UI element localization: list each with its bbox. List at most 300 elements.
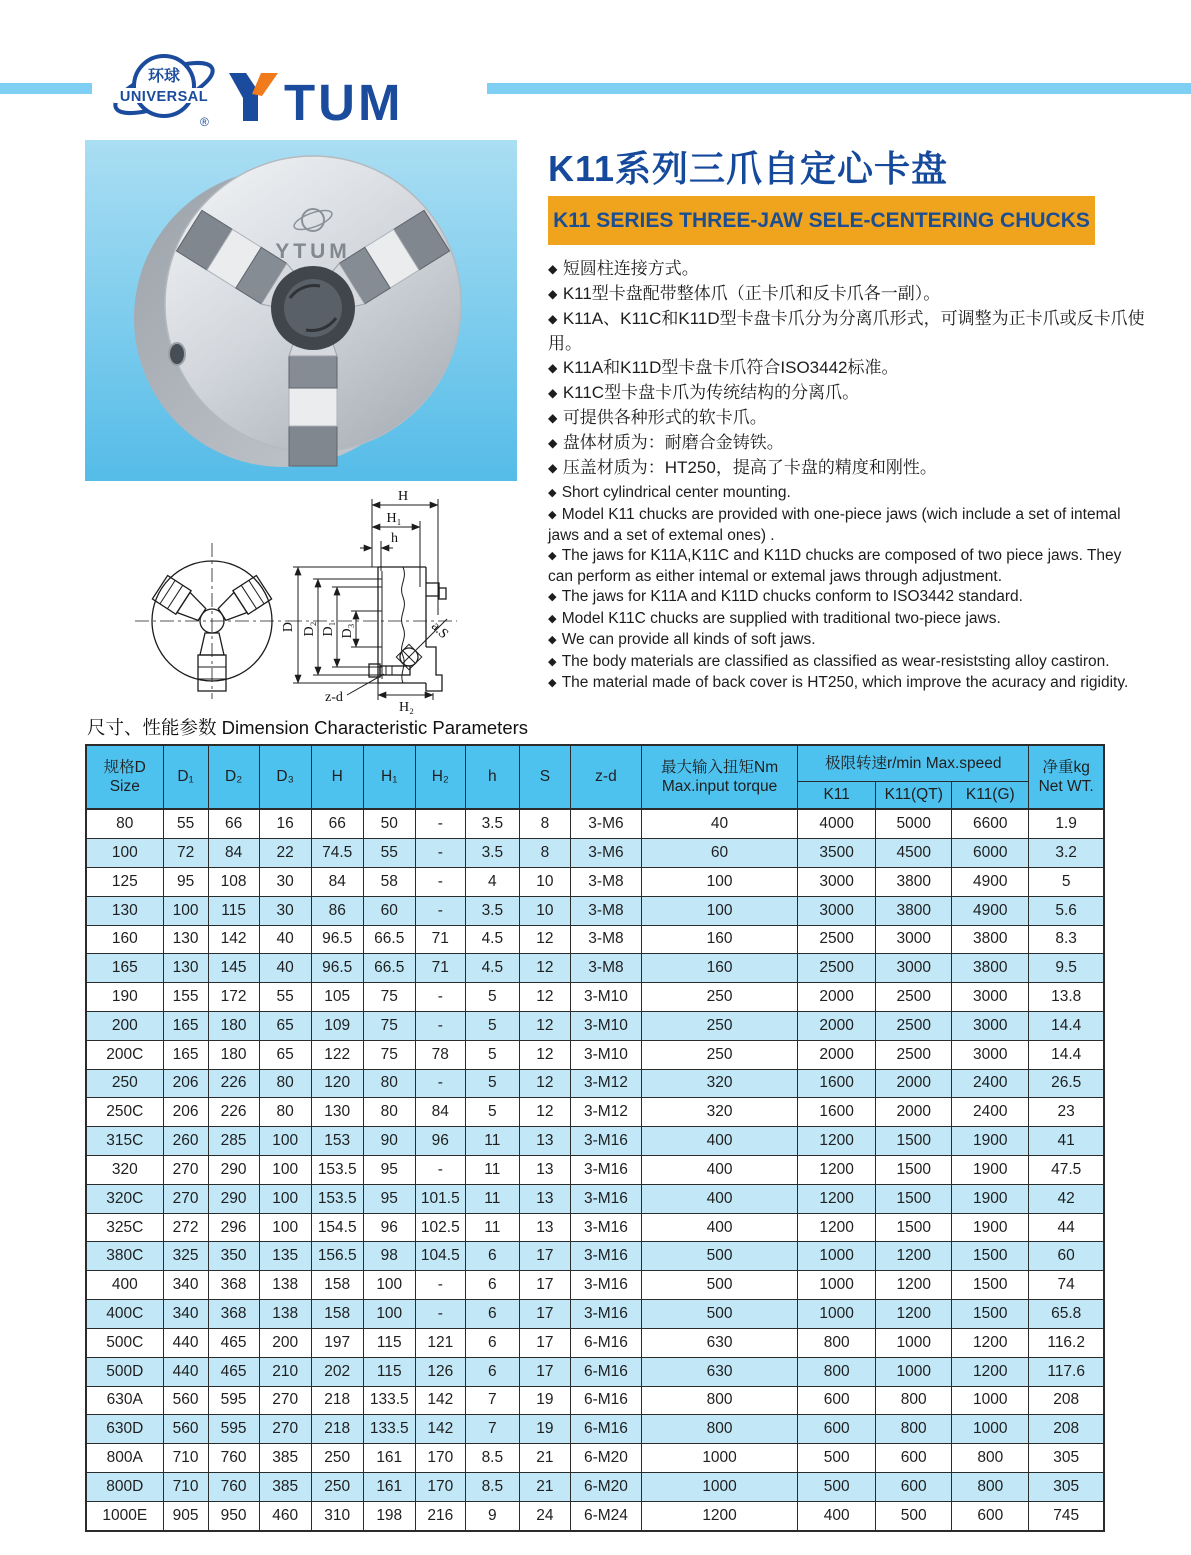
table-cell: 500D [86,1357,163,1386]
table-cell: 305 [1029,1472,1104,1501]
table-cell: 400 [641,1184,797,1213]
table-cell: 12 [519,1098,570,1127]
table-cell: 3.2 [1029,839,1104,868]
dim-zd: z-d [325,690,343,705]
feature-text: 短圆柱连接方式。 [562,259,699,278]
logo-en-text: UNIVERSAL [119,89,209,105]
feature-text: K11A、K11C和K11D型卡盘卡爪分为分离爪形式，可调整为正卡爪或反卡爪使用。 [548,309,1145,353]
table-cell: 135 [259,1242,311,1271]
table-cell: 218 [311,1386,363,1415]
table-cell: 3.5 [465,809,519,839]
col-header-d2: D₂ [208,745,259,809]
table-cell: 1200 [876,1271,952,1300]
col-header-S: S [519,745,570,809]
feature-item [548,307,1148,356]
table-cell: 47.5 [1029,1156,1104,1185]
table-cell: 1200 [952,1357,1029,1386]
table-cell: - [415,809,465,839]
table-row [86,1184,1104,1213]
table-cell: 100 [163,896,208,925]
table-cell: 745 [1029,1501,1104,1531]
table-cell: 1500 [876,1156,952,1185]
table-cell: 290 [208,1156,259,1185]
table-cell: 315C [86,1127,163,1156]
table-cell: 86 [311,896,363,925]
table-cell: 4 [465,867,519,896]
table-cell: 325 [163,1242,208,1271]
table-cell: 1500 [952,1271,1029,1300]
table-cell: 161 [363,1472,415,1501]
table-cell: 1000 [952,1415,1029,1444]
table-cell: 80 [259,1069,311,1098]
table-cell: 156.5 [311,1242,363,1271]
table-cell: 216 [415,1501,465,1531]
table-cell: 197 [311,1328,363,1357]
table-row [86,1415,1104,1444]
feature-item [548,505,1138,546]
table-cell: 58 [363,867,415,896]
table-cell: 3-M16 [570,1242,641,1271]
col-header-d1: D₁ [163,745,208,809]
table-cell: 2500 [876,1011,952,1040]
bullet-icon: ◆ [548,634,560,647]
table-cell: 84 [415,1098,465,1127]
table-cell: 6-M16 [570,1328,641,1357]
table-cell: 138 [259,1300,311,1329]
table-cell: 130 [163,954,208,983]
table-cell: 100 [641,896,797,925]
table-cell: 142 [415,1415,465,1444]
table-cell: 153.5 [311,1184,363,1213]
bullet-icon: ◆ [548,487,560,499]
table-cell: 19 [519,1386,570,1415]
table-cell: 66 [208,809,259,839]
bullet-icon: ◆ [548,590,560,603]
table-cell: 12 [519,1069,570,1098]
table-cell: 250 [641,1040,797,1069]
table-row [86,1472,1104,1501]
table-cell: 75 [363,983,415,1012]
table-cell: 320C [86,1184,163,1213]
feature-text: Model K11 chucks are provided with one-piece jaws (wich include a set of intemal jaws and a set of extemal ones) . [548,505,1121,545]
table-cell: 3000 [798,896,876,925]
col-header-h: h [465,745,519,809]
table-cell: 84 [208,839,259,868]
table-cell: 120 [311,1069,363,1098]
table-cell: 133.5 [363,1415,415,1444]
table-cell: 101.5 [415,1184,465,1213]
table-cell: 14.4 [1029,1011,1104,1040]
table-cell: 80 [363,1098,415,1127]
col-header-net-en: Net WT. [1038,778,1094,795]
table-cell: 2500 [876,1040,952,1069]
table-cell: 250 [311,1472,363,1501]
table-cell: 172 [208,983,259,1012]
col-header-net-cn: 净重kg [1042,758,1090,776]
table-row [86,809,1104,839]
table-cell: 2500 [798,954,876,983]
table-cell: 465 [208,1328,259,1357]
table-cell: 1200 [798,1184,876,1213]
table-cell: 202 [311,1357,363,1386]
feature-text: Model K11C chucks are supplied with traditional two-piece jaws. [561,609,1001,627]
feature-text: The jaws for K11A,K11C and K11D chucks are composed of two piece jaws. They can perform as either intemal or extemal jaws through adjustment. [548,546,1122,586]
table-cell: 3-M16 [570,1213,641,1242]
table-cell: 60 [641,839,797,868]
table-row [86,1098,1104,1127]
table-cell: 40 [641,809,797,839]
table-cell: 41 [1029,1127,1104,1156]
table-cell: 30 [259,867,311,896]
table-cell: 6-M16 [570,1386,641,1415]
table-cell: 71 [415,925,465,954]
feature-text: 盘体材质为：耐磨合金铸铁。 [562,433,784,452]
table-cell: 800 [641,1415,797,1444]
table-cell: 600 [876,1472,952,1501]
table-cell: 5 [465,1098,519,1127]
table-cell: 9.5 [1029,954,1104,983]
registered-mark: ® [200,115,209,129]
table-cell: 160 [641,925,797,954]
table-cell: 130 [86,896,163,925]
table-cell: 1900 [952,1156,1029,1185]
table-cell: 96 [415,1127,465,1156]
table-cell: 1000 [798,1242,876,1271]
bullet-icon: ◆ [548,411,561,425]
table-cell: 6000 [952,839,1029,868]
table-cell: 66.5 [363,954,415,983]
table-cell: 1000 [641,1444,797,1473]
table-cell: 6 [465,1328,519,1357]
table-cell: 305 [1029,1444,1104,1473]
table-cell: 104.5 [415,1242,465,1271]
table-cell: 560 [163,1415,208,1444]
table-cell: 3-M16 [570,1271,641,1300]
table-cell: 340 [163,1271,208,1300]
table-cell: 3-M10 [570,983,641,1012]
table-cell: 115 [208,896,259,925]
table-cell: 1500 [952,1242,1029,1271]
feature-item [548,381,1148,406]
table-cell: 154.5 [311,1213,363,1242]
table-cell: 3-M6 [570,839,641,868]
dim-D: D [281,621,296,633]
feature-list-cn [548,257,1148,481]
table-cell: 3-M10 [570,1011,641,1040]
table-cell: 142 [415,1386,465,1415]
feature-item [548,587,1138,609]
table-cell: 3500 [798,839,876,868]
table-cell: 5 [465,1040,519,1069]
table-cell: 2500 [876,983,952,1012]
table-cell: 250 [86,1069,163,1098]
bullet-icon: ◆ [548,655,560,668]
table-cell: 5.6 [1029,896,1104,925]
table-cell: 3-M6 [570,809,641,839]
bullet-icon: ◆ [548,287,561,301]
table-cell: 226 [208,1098,259,1127]
table-cell: 50 [363,809,415,839]
table-cell: - [415,1300,465,1329]
feature-item [548,282,1148,307]
wordmark-tum: TUM [284,74,404,122]
table-cell: 200C [86,1040,163,1069]
table-cell: 310 [311,1501,363,1531]
feature-item [548,406,1148,431]
col-header-torque-en: Max.input torque [661,778,778,795]
table-cell: 198 [363,1501,415,1531]
feature-text: The body materials are classified as classified as wear-resiststing alloy castiron. [561,652,1110,670]
table-cell: 84 [311,867,363,896]
table-cell: 2000 [798,1011,876,1040]
table-cell: 75 [363,1011,415,1040]
table-cell: 22 [259,839,311,868]
table-cell: 108 [208,867,259,896]
table-cell: 138 [259,1271,311,1300]
table-cell: 11 [465,1156,519,1185]
table-row [86,1156,1104,1185]
table-cell: 8 [519,809,570,839]
table-cell: 270 [163,1156,208,1185]
table-cell: 1200 [641,1501,797,1531]
table-cell: 10 [519,896,570,925]
table-cell: 66.5 [363,925,415,954]
feature-text: K11A和K11D型卡盘卡爪符合ISO3442标准。 [562,358,899,377]
col-header-d3: D₃ [259,745,311,809]
table-cell: 760 [208,1472,259,1501]
table-row [86,1011,1104,1040]
table-cell: 800 [952,1444,1029,1473]
table-cell: 3-M10 [570,1040,641,1069]
table-cell: 4900 [952,867,1029,896]
dimension-drawing [85,487,517,715]
table-cell: - [415,1271,465,1300]
table-cell: 5 [1029,867,1104,896]
table-cell: 180 [208,1011,259,1040]
table-cell: 4900 [952,896,1029,925]
table-cell: 95 [363,1184,415,1213]
table-cell: 4.5 [465,954,519,983]
col-header-net [1029,745,1104,809]
col-header-speed-group: 极限转速r/min Max.speed [798,745,1029,781]
table-cell: 1900 [952,1127,1029,1156]
table-cell: 3.5 [465,839,519,868]
table-cell: 16 [259,809,311,839]
table-cell: 5 [465,1011,519,1040]
table-row [86,1271,1104,1300]
table-cell: 158 [311,1271,363,1300]
table-cell: 1200 [798,1213,876,1242]
table-cell: 400 [641,1156,797,1185]
table-cell: 4.5 [465,925,519,954]
feature-text: K11C型卡盘卡爪为传统结构的分离爪。 [562,383,860,402]
col-header-k11g: K11(G) [952,781,1029,809]
table-cell: 250 [641,1011,797,1040]
table-cell: 19 [519,1415,570,1444]
table-cell: 3-M12 [570,1069,641,1098]
table-cell: - [415,1156,465,1185]
col-header-k11qt: K11(QT) [876,781,952,809]
table-cell: 11 [465,1184,519,1213]
table-cell: 2000 [798,983,876,1012]
table-cell: 10 [519,867,570,896]
dim-H1: H₁ [386,511,402,526]
table-cell: 161 [363,1444,415,1473]
table-cell: 1900 [952,1213,1029,1242]
feature-text: The jaws for K11A and K11D chucks conform to ISO3442 standard. [561,587,1023,605]
table-cell: 1000 [876,1328,952,1357]
feature-text: We can provide all kinds of soft jaws. [561,631,816,649]
table-cell: 55 [363,839,415,868]
bullet-icon: ◆ [548,612,560,625]
table-cell: 5 [465,983,519,1012]
table-row [86,1328,1104,1357]
table-cell: 7 [465,1386,519,1415]
engraved-brand-text: YTUM [275,240,351,263]
table-cell: 3.5 [465,896,519,925]
table-row [86,1300,1104,1329]
table-cell: 74.5 [311,839,363,868]
table-cell: 2500 [798,925,876,954]
feature-list-en [548,483,1138,695]
header-stripe-right [487,83,1191,94]
table-cell: 3000 [952,1011,1029,1040]
wordmark-y-blue [229,73,258,121]
table-cell: 130 [163,925,208,954]
table-cell: 170 [415,1444,465,1473]
table-cell: 96 [363,1213,415,1242]
bullet-icon: ◆ [548,677,560,690]
table-row [86,867,1104,896]
table-cell: - [415,1011,465,1040]
table-cell: 180 [208,1040,259,1069]
table-cell: 340 [163,1300,208,1329]
table-cell: 11 [465,1127,519,1156]
table-cell: 3000 [952,1040,1029,1069]
table-cell: 122 [311,1040,363,1069]
table-caption: 尺寸、性能参数 Dimension Characteristic Parameters [87,717,529,738]
table-row [86,1357,1104,1386]
table-row [86,983,1104,1012]
table-cell: 3800 [876,896,952,925]
table-cell: 208 [1029,1386,1104,1415]
table-cell: 12 [519,925,570,954]
table-cell: 11 [465,1213,519,1242]
table-cell: 800D [86,1472,163,1501]
table-cell: 380C [86,1242,163,1271]
col-header-size-cn: 规格D [103,758,146,776]
table-cell: 14.4 [1029,1040,1104,1069]
table-cell: 3000 [798,867,876,896]
table-cell: 5 [465,1069,519,1098]
table-cell: 500 [641,1242,797,1271]
table-cell: 17 [519,1242,570,1271]
table-cell: 800 [798,1328,876,1357]
table-cell: 96.5 [311,954,363,983]
table-cell: 296 [208,1213,259,1242]
table-cell: 115 [363,1328,415,1357]
table-cell: 465 [208,1357,259,1386]
table-cell: 80 [86,809,163,839]
col-header-torque [641,745,797,809]
table-cell: 595 [208,1415,259,1444]
table-cell: 600 [876,1444,952,1473]
table-cell: 3-M8 [570,896,641,925]
table-cell: 105 [311,983,363,1012]
table-cell: 270 [259,1415,311,1444]
table-cell: 8 [519,839,570,868]
table-cell: 206 [163,1098,208,1127]
table-cell: 500 [798,1444,876,1473]
table-row [86,839,1104,868]
feature-item [548,257,1148,282]
table-cell: 95 [363,1156,415,1185]
chuck-product-photo [85,140,517,481]
table-cell: 100 [259,1156,311,1185]
table-cell: - [415,839,465,868]
bullet-icon: ◆ [548,312,561,326]
table-cell: 1500 [876,1213,952,1242]
table-cell: 460 [259,1501,311,1531]
table-cell: 200 [259,1328,311,1357]
table-cell: 8.3 [1029,925,1104,954]
table-cell: 1500 [876,1127,952,1156]
table-cell: 21 [519,1472,570,1501]
spec-table-wrapper [85,744,1105,1532]
table-cell: 24 [519,1501,570,1531]
table-cell: 800 [798,1357,876,1386]
col-header-H: H [311,745,363,809]
table-cell: 42 [1029,1184,1104,1213]
table-row [86,1069,1104,1098]
table-cell: 210 [259,1357,311,1386]
table-cell: 1600 [798,1069,876,1098]
table-cell: 3-M12 [570,1098,641,1127]
feature-item [548,483,1138,505]
feature-item [548,630,1138,652]
table-cell: 6-M20 [570,1472,641,1501]
table-cell: 400 [641,1127,797,1156]
table-cell: - [415,983,465,1012]
table-cell: 142 [208,925,259,954]
table-cell: 400 [86,1271,163,1300]
table-cell: 272 [163,1213,208,1242]
table-cell: 2400 [952,1069,1029,1098]
wordmark-y-orange [252,73,278,96]
table-cell: 600 [798,1386,876,1415]
bullet-icon: ◆ [548,508,560,521]
table-cell: 1200 [876,1242,952,1271]
table-cell: 600 [952,1501,1029,1531]
table-cell: 290 [208,1184,259,1213]
table-cell: 325C [86,1213,163,1242]
table-cell: 55 [163,809,208,839]
col-header-size-en: Size [109,778,140,795]
bullet-icon: ◆ [548,436,561,450]
table-cell: 145 [208,954,259,983]
dim-D1: D₁ [321,621,336,637]
bullet-icon: ◆ [548,549,560,562]
table-cell: 80 [363,1069,415,1098]
table-cell: 500 [641,1300,797,1329]
table-cell: 40 [259,925,311,954]
bullet-icon: ◆ [548,386,561,400]
table-cell: 4500 [876,839,952,868]
table-row [86,1501,1104,1531]
table-cell: 6 [465,1271,519,1300]
table-cell: 500C [86,1328,163,1357]
table-cell: 1000 [952,1386,1029,1415]
